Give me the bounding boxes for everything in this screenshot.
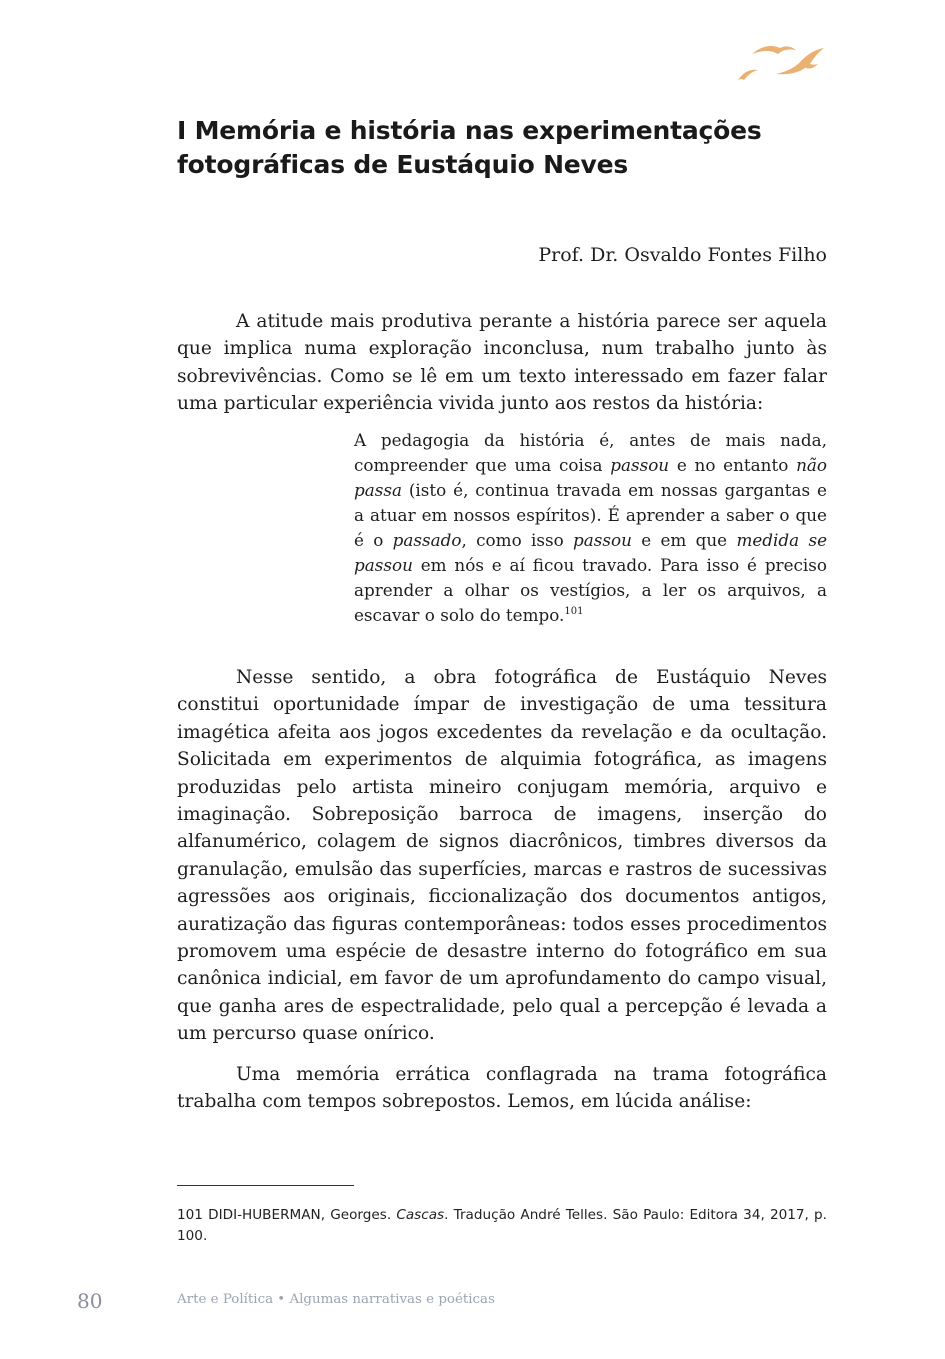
body-paragraph-2: Nesse sentido, a obra fotográfica de Eustáquio Neves constitui oportunidade ímpar de investigação de uma tessitura imagética afeita aos jogos excedentes da revelação e da ocultação. Solicitada em experimentos de alquimia fotográfica, as imagens produzidas pelo artista mineiro conjugam memória, arquivo e imaginação. Sobreposição barroca de imagens, inserção do alfanumérico, colagem de signos diacrônicos, timbres diversos da granulação, emulsão das superfícies, marcas e rastros de sucessivas agressões aos originais, ficcionalização dos documentos antigos, auratização das figuras contemporâneas: todos esses procedimentos promovem uma espécie de desastre interno do fotográfico em sua canônica indicial, em favor de um aprofundamento do campo visual, que ganha ares de espectralidade, pelo qual a percepção é levada a um percurso quase onírico. [177, 667, 827, 1045]
quote-text: , como isso [461, 530, 574, 550]
birds-icon [736, 40, 828, 86]
running-title: Arte e Política • Algumas narrativas e poéticas [177, 1292, 495, 1307]
quote-emphasis: medida se passou [354, 530, 827, 575]
footnote-text: . Tradução André Telles. São Paulo: Editora 34, 2017, p. 100. [177, 1207, 828, 1244]
page-number: 80 [77, 1289, 103, 1313]
footnote-book-title: Cascas [396, 1207, 445, 1223]
footnote-divider [177, 1185, 354, 1186]
quote-text: (isto é, continua travada em nossas gargantas e a atuar em nossos espíritos). É aprender a saber o que é o [354, 480, 827, 550]
chapter-title-line1: I Memória e história nas experimentações [177, 116, 762, 145]
author-name: Prof. Dr. Osvaldo Fontes Filho [538, 244, 827, 266]
body-paragraph-3: Uma memória errática conflagrada na trama fotográfica trabalha com tempos sobrepostos. Lemos, em lúcida análise: [177, 1064, 827, 1113]
quote-text: A pedagogia da história é, antes de mais nada, compreender que uma coisa [354, 430, 827, 475]
quote-emphasis: passou [610, 455, 670, 475]
chapter-title [177, 114, 837, 182]
quote-text: e em que [631, 530, 737, 550]
quote-text: em nós e aí ficou travado. Para isso é preciso aprender a olhar os vestígios, a ler os arquivos, a escavar o solo do tempo. [354, 555, 827, 625]
body-paragraph-1: A atitude mais produtiva perante a história parece ser aquela que implica numa exploração inconclusa, num trabalho junto às sobrevivências. Como se lê em um texto interessado em fazer falar uma particular experiência vivida junto aos restos da história: [177, 311, 827, 415]
quote-emphasis: não passa [354, 455, 827, 500]
footnote-reference: 101 [564, 606, 584, 617]
chapter-title-line2: fotográficas de Eustáquio Neves [177, 150, 629, 179]
quote-text: e no entanto [669, 455, 797, 475]
quote-emphasis: passado [392, 530, 462, 550]
footnote-text: 101 DIDI-HUBERMAN, Georges. [177, 1207, 397, 1223]
footnote [177, 1205, 827, 1247]
quote-emphasis: passou [573, 530, 632, 550]
block-quote [354, 428, 827, 628]
